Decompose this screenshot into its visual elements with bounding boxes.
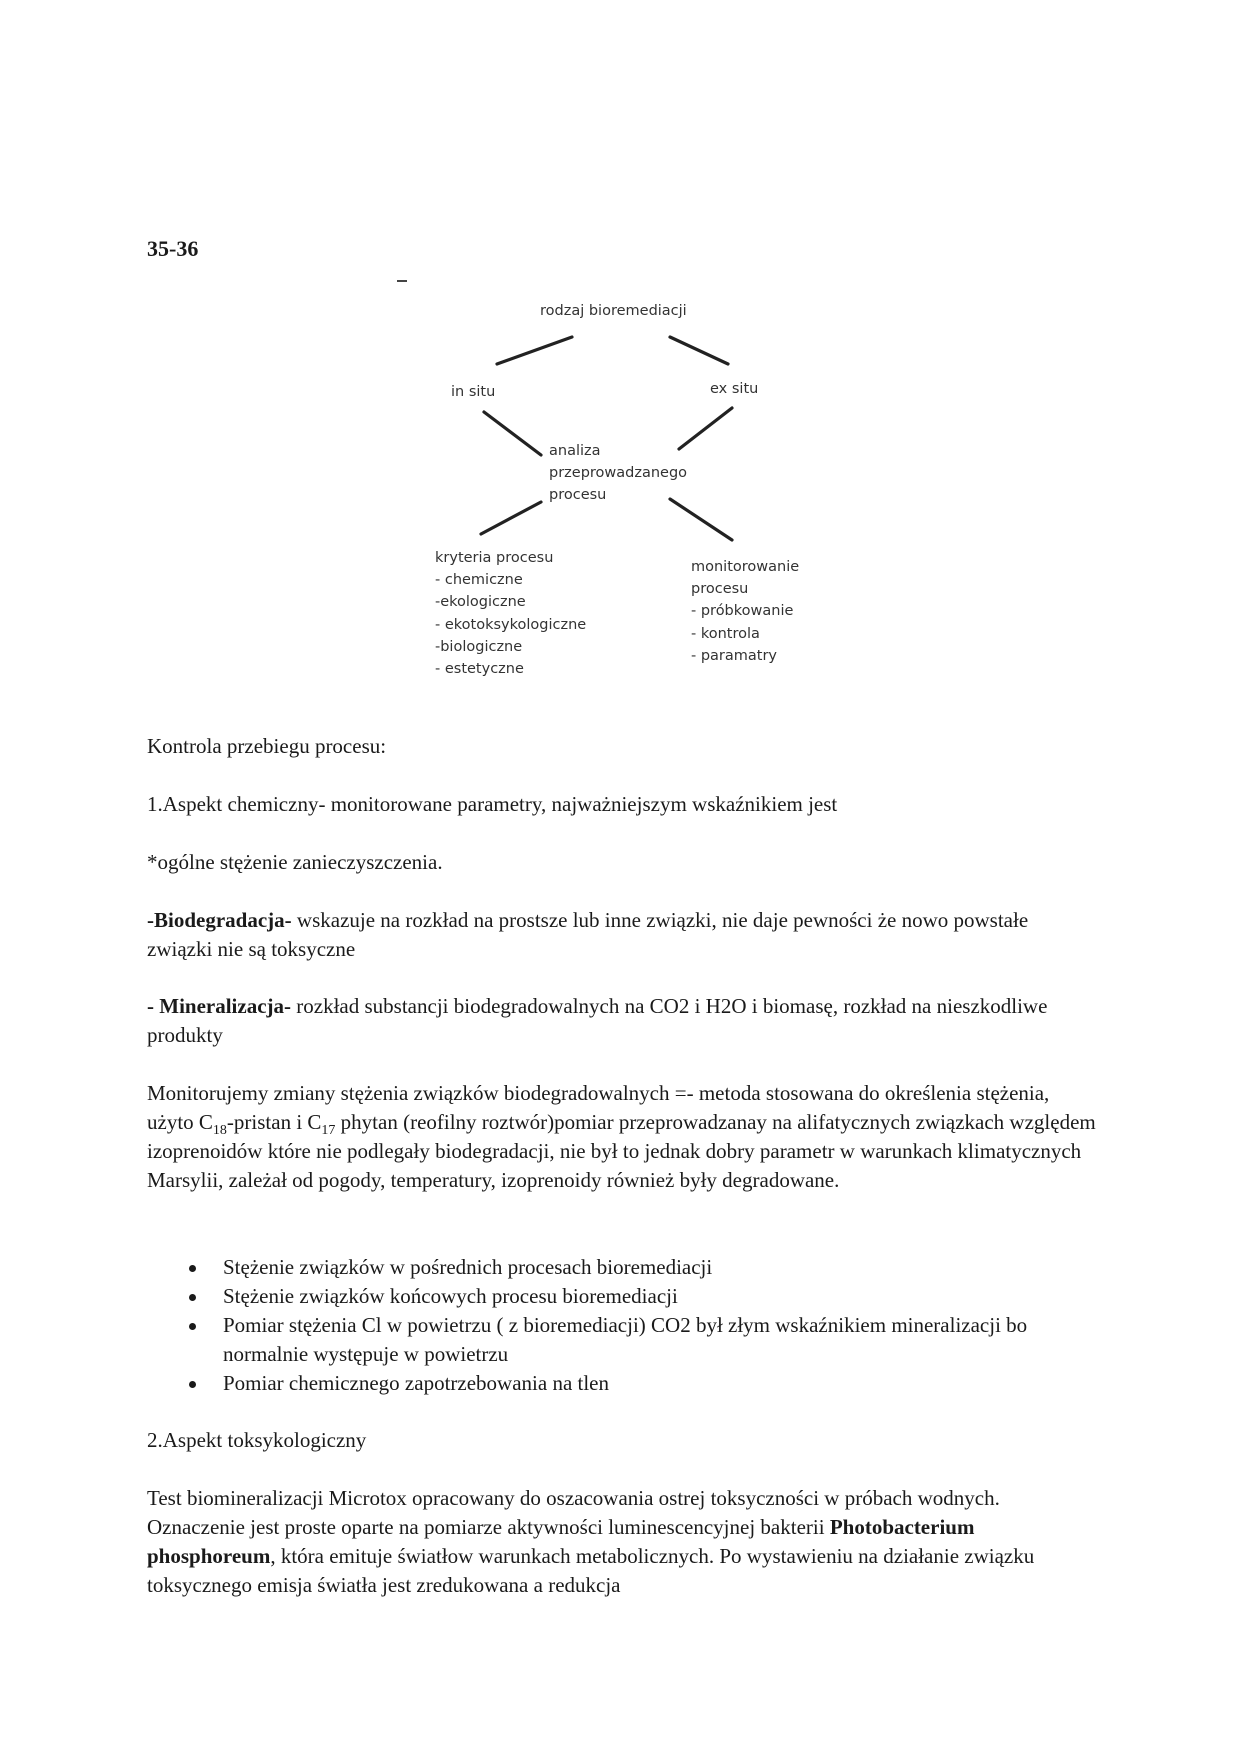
aspect-chemical-paragraph <box>147 790 1097 819</box>
aspect-chemical-text: monitorowane parametry, najważniejszym wskaźnikiem jest <box>325 792 838 816</box>
list-item: Stężenie związków w pośrednich procesach bioremediacji <box>147 1253 1097 1282</box>
page-number: 35-36 <box>147 236 199 261</box>
diagram-connector <box>670 499 732 540</box>
section-heading: Kontrola przebiegu procesu: <box>147 734 387 758</box>
diagram-center-line-1: analiza <box>549 443 601 459</box>
diagram-root-label: rodzaj bioremediacji <box>540 303 687 319</box>
diagram-connector <box>484 412 541 455</box>
diagram-connector <box>481 502 541 534</box>
monitoring-text-3: -pristan i C <box>226 1110 322 1134</box>
diagram-left-leaf-line: kryteria procesu <box>435 550 554 566</box>
microtox-paragraph <box>147 1484 1097 1600</box>
diagram-center-line-2: przeprowadzanego <box>549 465 688 481</box>
microtox-text-2: , która emituje światłow warunkach metabolicznych. Po wystawieniu na działanie związku toksycznego emisja światła jest zredukowana a redukcja <box>147 1544 1035 1597</box>
diagram-left-leaf-line: - ekotoksykologiczne <box>435 617 587 633</box>
diagram-left-leaf-line: - estetyczne <box>435 661 524 677</box>
diagram-right-leaf-line: - kontrola <box>691 626 760 642</box>
list-item: Pomiar chemicznego zapotrzebowania na tlen <box>147 1369 1097 1398</box>
diagram-in-situ-label: in situ <box>451 384 496 400</box>
diagram-left-leaf-line: -ekologiczne <box>435 594 526 610</box>
diagram-right-leaf-line: procesu <box>691 581 749 597</box>
list-item: Stężenie związków końcowych procesu bioremediacji <box>147 1282 1097 1311</box>
list-item: Pomiar stężenia Cl w powietrzu ( z bioremediacji) CO2 był złym wskaźnikiem mineralizacji bo normalnie występuje w powietrzu <box>147 1311 1097 1369</box>
biodegradation-paragraph <box>147 906 1097 964</box>
monitoring-text-2: metoda stosowana do określenia stężenia, użyto C <box>147 1081 1050 1134</box>
diagram-right-leaf-line: - próbkowanie <box>691 603 794 619</box>
diagram-connector <box>679 408 732 449</box>
aspect-chemical-title: 1.Aspekt chemiczny- <box>147 792 326 816</box>
overall-concentration-note: *ogólne stężenie zanieczyszczenia. <box>147 850 443 874</box>
mineralization-paragraph <box>147 992 1097 1050</box>
diagram-center-line-3: procesu <box>549 487 607 503</box>
phytan-subscript: 17 <box>321 1123 336 1139</box>
aspect-toxicological-heading: 2.Aspekt toksykologiczny <box>147 1428 367 1452</box>
diagram-connector <box>497 337 572 364</box>
monitoring-text-1: Monitorujemy zmiany stężenia związków biodegradowalnych =- <box>147 1081 699 1105</box>
diagram-ex-situ-label: ex situ <box>710 381 759 397</box>
bullet-list <box>147 1253 1097 1398</box>
bioremediation-diagram <box>0 0 1240 720</box>
diagram-left-leaf-line: - chemiczne <box>435 572 523 588</box>
biodegradation-title: -Biodegradacja- <box>147 908 292 932</box>
mineralization-title: - Mineralizacja- <box>147 994 292 1018</box>
microtox-text-1: Test biomineralizacji Microtox opracowany do oszacowania ostrej toksyczności w próbach wodnych. Oznaczenie jest proste oparte na pomiarze aktywności luminescencyjnej bakterii <box>147 1486 1000 1539</box>
monitoring-text-4: phytan (reofilny roztwór)pomiar przeprowadzanay na alifatycznych związkach względem izoprenoidów które nie podlegały biodegradacji, nie był to jednak dobry parametr w warunkach klimatycznych Marsylii, zależał od pogody, temperatury, izoprenoidy również były degradowane. <box>147 1110 1096 1192</box>
biodegradation-text: wskazuje na rozkład na prostsze lub inne związki, nie daje pewności że nowo powstałe związki nie są toksyczne <box>147 908 1029 961</box>
diagram-right-leaf-line: - paramatry <box>691 648 778 664</box>
diagram-left-leaf-line: -biologiczne <box>435 639 523 655</box>
bacteria-species-name: Photobacterium phosphoreum <box>147 1515 975 1568</box>
mineralization-text: rozkład substancji biodegradowalnych na CO2 i H2O i biomasę, rozkład na nieszkodliwe produkty <box>147 994 1048 1047</box>
pristan-subscript: 18 <box>212 1123 227 1139</box>
diagram-right-leaf-line: monitorowanie <box>691 559 800 575</box>
monitoring-paragraph <box>147 1079 1097 1195</box>
diagram-connector <box>670 337 728 364</box>
